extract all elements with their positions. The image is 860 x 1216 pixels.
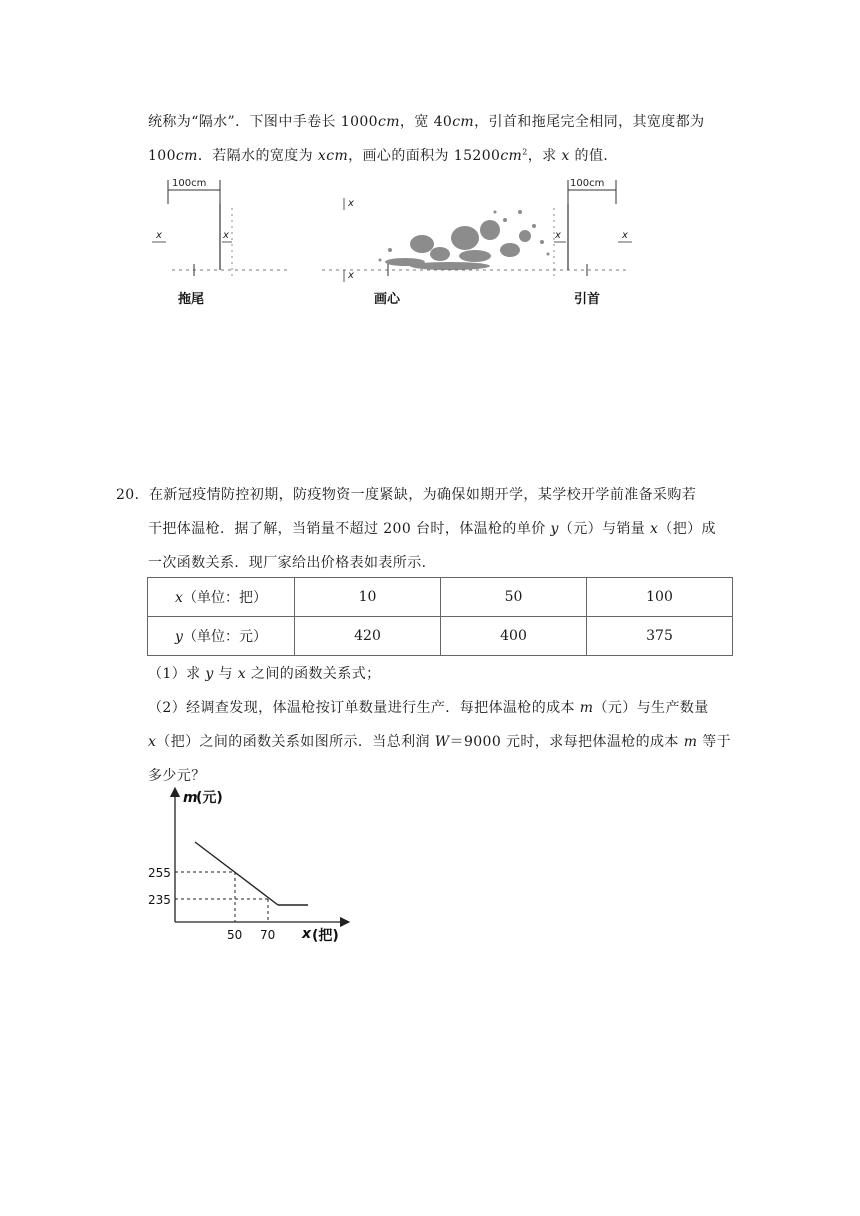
label-head: 引首 [574,292,601,307]
variable: W [434,734,450,750]
cost-chart [140,786,370,951]
q20-line-3 [148,552,436,572]
text: 等于 [697,734,732,750]
painting-decoration [379,210,550,270]
dim-left-label: 100cm [172,178,207,189]
text: 多少元？ [148,768,206,784]
text: 的值． [569,148,618,164]
x-mark-right-outer: x [622,230,628,241]
x-mark-right-inner: x [555,230,561,241]
text: 与 [213,666,238,682]
x-axis-title [301,926,339,944]
intro-line-2 [148,145,618,165]
variable: y [205,666,214,682]
unit: cm [378,114,400,130]
y-axis-unit: (元) [196,790,223,806]
text: ＝9000 元时，求每把体温枪的成本 [449,734,684,750]
text: 100 [148,148,176,164]
text: 统称为“隔水”．下图中手卷长 1000 [148,114,378,130]
text: ．若隔水的宽度为 [197,148,318,164]
x-mark-bottom: x [348,270,354,281]
text: （元）与生产数量 [593,700,709,716]
table-header-cell [148,617,295,656]
table-cell: 420 [295,617,441,656]
y-axis-title [183,790,223,806]
text: ，引首和拖尾完全相同，其宽度都为 [474,114,705,130]
price-table [147,577,733,656]
table-cell: 400 [441,617,587,656]
table-row [148,617,733,656]
text: ，宽 40 [399,114,453,130]
text: （1）求 [148,666,206,682]
text: ，求 [527,148,562,164]
scroll-figure [150,172,640,312]
dim-right-label: 100cm [570,178,605,189]
table-cell: 100 [587,578,733,617]
q20-line-2 [148,518,716,538]
x-axis-var: x [302,926,312,942]
q20-part-2-line-3 [148,765,206,785]
text: 一次函数关系．现厂家给出价格表如表所示． [148,555,436,571]
x-tick-70: 70 [260,928,276,942]
x-tick-50: 50 [227,928,243,942]
superscript: 2 [522,147,528,157]
unit: cm [452,114,475,130]
variable: x [175,590,183,606]
variable: y [175,629,183,645]
table-cell: 375 [587,617,733,656]
variable: x [561,148,570,164]
cost-line-decreasing [195,842,278,905]
text: （单位：元） [182,629,267,645]
variable: m [683,734,698,750]
text: （把）之间的函数关系如图所示．当总利润 [156,734,435,750]
table-cell: 50 [441,578,587,617]
text: ，画心的面积为 15200 [348,148,501,164]
variable: x [650,521,659,537]
q20-part-1 [148,663,381,683]
table-row [148,578,733,617]
variable: x [148,734,157,750]
unit: cm [500,148,523,164]
label-tail: 拖尾 [178,292,205,307]
q20-line-1 [116,484,696,504]
label-painting: 画心 [374,292,401,307]
y-tick-235: 235 [148,893,171,907]
x-mark-left-outer: x [156,230,162,241]
unit: cm [175,148,198,164]
x-axis-unit: (把) [312,928,339,944]
text: 干把体温枪．据了解，当销量不超过 200 台时，体温枪的单价 [148,521,551,537]
variable: y [550,521,559,537]
table-cell: 10 [295,578,441,617]
intro-line-1 [148,111,705,131]
text: （把）成 [658,521,716,537]
x-mark-left-inner: x [223,230,229,241]
text: （元）与销量 [558,521,651,537]
variable: m [579,700,594,716]
variable: xcm [317,148,349,164]
question-number: 20． [116,487,150,503]
x-mark-top: x [348,198,354,209]
text: 在新冠疫情防控初期，防疫物资一度紧缺，为确保如期开学，某学校开学前准备采购若 [149,487,697,503]
y-axis-var: m [183,790,198,806]
text: 之间的函数关系式； [246,666,381,682]
variable: x [237,666,247,682]
q20-part-2-line-1 [148,697,709,717]
text: （2）经调查发现，体温枪按订单数量进行生产．每把体温枪的成本 [148,700,580,716]
q20-part-2-line-2 [148,731,731,751]
y-tick-255: 255 [148,866,171,880]
text: （单位：把） [182,590,267,606]
table-header-cell [148,578,295,617]
